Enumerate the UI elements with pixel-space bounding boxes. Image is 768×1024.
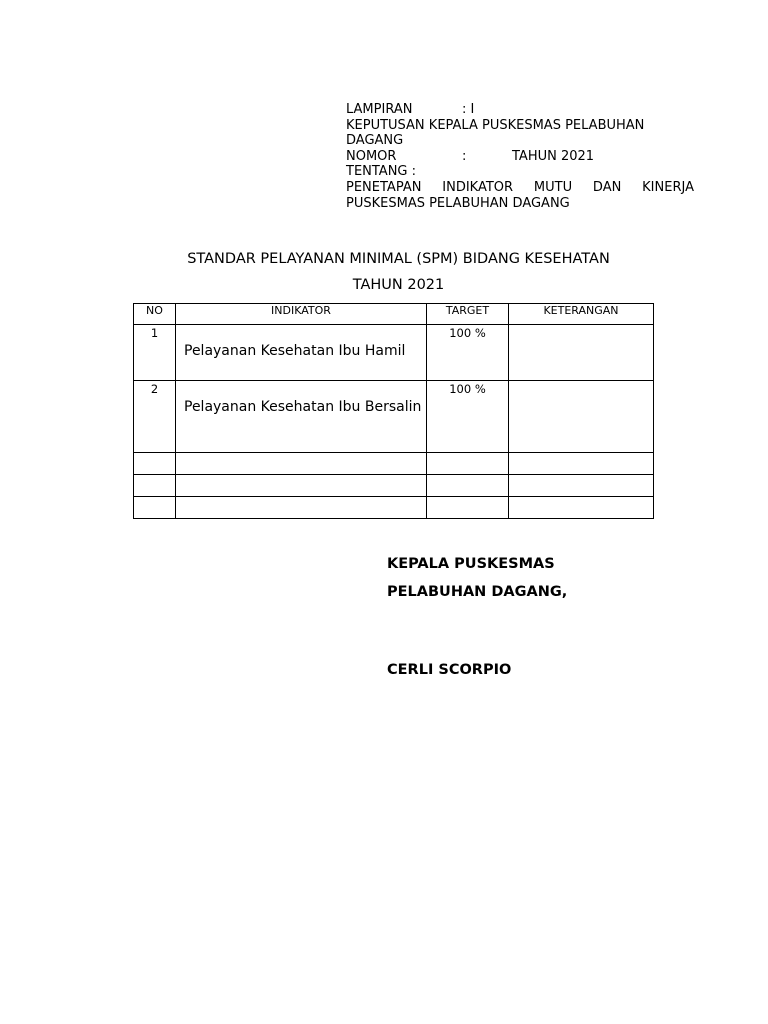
empty-cell [509,475,654,497]
document-title: STANDAR PELAYANAN MINIMAL (SPM) BIDANG KESEHATAN [187,251,610,267]
empty-cell [176,497,427,519]
attachment-header [346,102,694,211]
nomor-line [346,149,694,165]
lampiran-value: : I [462,102,475,117]
empty-cell [427,497,509,519]
keputusan-text: KEPUTUSAN KEPALA PUSKESMAS PELABUHAN DAGANG [346,117,645,149]
table-row [134,325,654,381]
empty-cell [176,475,427,497]
document-subtitle-year: TAHUN 2021 [352,277,445,293]
table-row [134,381,654,453]
empty-cell [427,475,509,497]
cell-keterangan [509,381,654,453]
penetapan-line-1: PENETAPAN INDIKATOR MUTU DAN KINERJA [346,179,694,195]
empty-cell [509,497,654,519]
empty-table-row [134,453,654,475]
empty-cell [134,497,176,519]
empty-cell [427,453,509,475]
tentang-label: TENTANG : [346,164,417,180]
penetapan-line-2: PUSKESMAS PELABUHAN DAGANG [346,195,570,211]
column-header-keterangan: KETERANGAN [509,304,654,325]
column-header-indikator: INDIKATOR [176,304,427,325]
column-header-target: TARGET [427,304,509,325]
empty-cell [176,453,427,475]
empty-table-row [134,475,654,497]
empty-cell [134,453,176,475]
empty-table-row [134,497,654,519]
empty-cell [134,475,176,497]
spm-table [133,303,654,519]
nomor-value: TAHUN 2021 [512,148,595,164]
table-header-row [134,304,654,325]
cell-no: 2 [134,381,176,453]
nomor-separator: : [462,148,467,164]
signatory-institution: PELABUHAN DAGANG, [387,584,568,600]
nomor-label: NOMOR [346,148,397,164]
lampiran-label: LAMPIRAN [346,102,413,117]
signatory-title: KEPALA PUSKESMAS [387,556,555,572]
cell-indikator: Pelayanan Kesehatan Ibu Hamil [176,325,427,381]
cell-no: 1 [134,325,176,381]
cell-indikator: Pelayanan Kesehatan Ibu Bersalin [176,381,427,453]
cell-keterangan [509,325,654,381]
cell-target: 100 % [427,381,509,453]
column-header-no: NO [134,304,176,325]
signatory-name: CERLI SCORPIO [387,662,512,678]
lampiran-line [346,102,694,118]
cell-target: 100 % [427,325,509,381]
empty-cell [509,453,654,475]
